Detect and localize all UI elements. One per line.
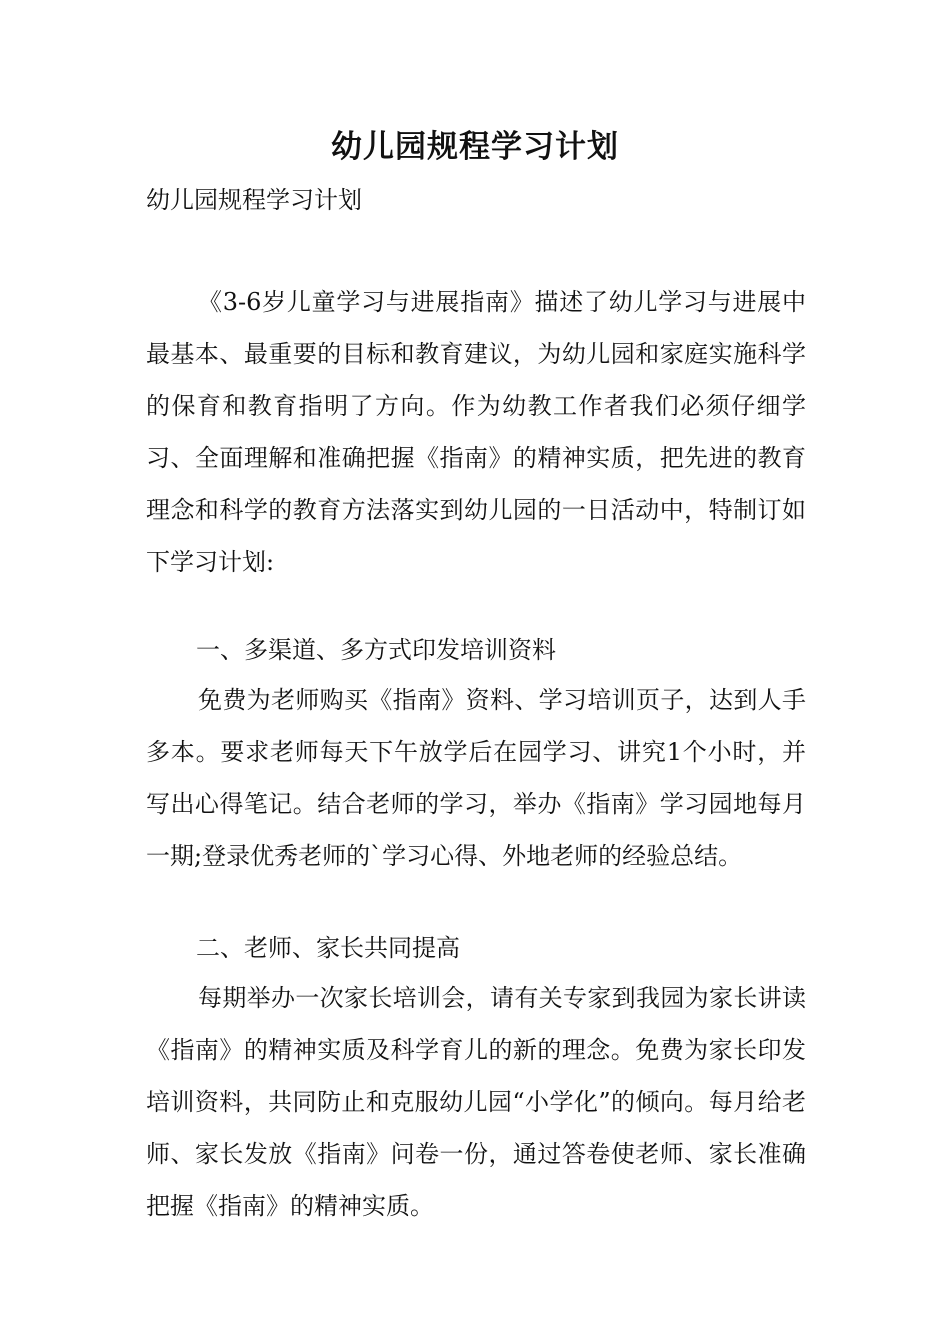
- subtitle: 幼儿园规程学习计划: [146, 186, 362, 214]
- section-heading-2: 二、老师、家长共同提高: [196, 934, 460, 962]
- page-title: 幼儿园规程学习计划: [331, 129, 619, 165]
- section-body-1: 免费为老师购买《指南》资料、学习培训页子，达到人手多本。要求老师每天下午放学后在园学习、讲究1个小时，并写出心得笔记。结合老师的学习，举办《指南》学习园地每月一期;登录优秀老师的`学习心得、外地老师的经验总结。: [146, 686, 806, 870]
- intro-paragraph: 《3-6岁儿童学习与进展指南》描述了幼儿学习与进展中最基本、最重要的目标和教育建议，为幼儿园和家庭实施科学的保育和教育指明了方向。作为幼教工作者我们必须仔细学习、全面理解和准确把握《指南》的精神实质，把先进的教育理念和科学的教育方法落实到幼儿园的一日活动中，特制订如下学习计划:: [146, 288, 806, 576]
- section-heading-1: 一、多渠道、多方式印发培训资料: [196, 636, 556, 664]
- section-body-2: 每期举办一次家长培训会，请有关专家到我园为家长讲读《指南》的精神实质及科学育儿的新的理念。免费为家长印发培训资料，共同防止和克服幼儿园“小学化”的倾向。每月给老师、家长发放《指南》问卷一份，通过答卷使老师、家长准确把握《指南》的精神实质。: [146, 984, 806, 1220]
